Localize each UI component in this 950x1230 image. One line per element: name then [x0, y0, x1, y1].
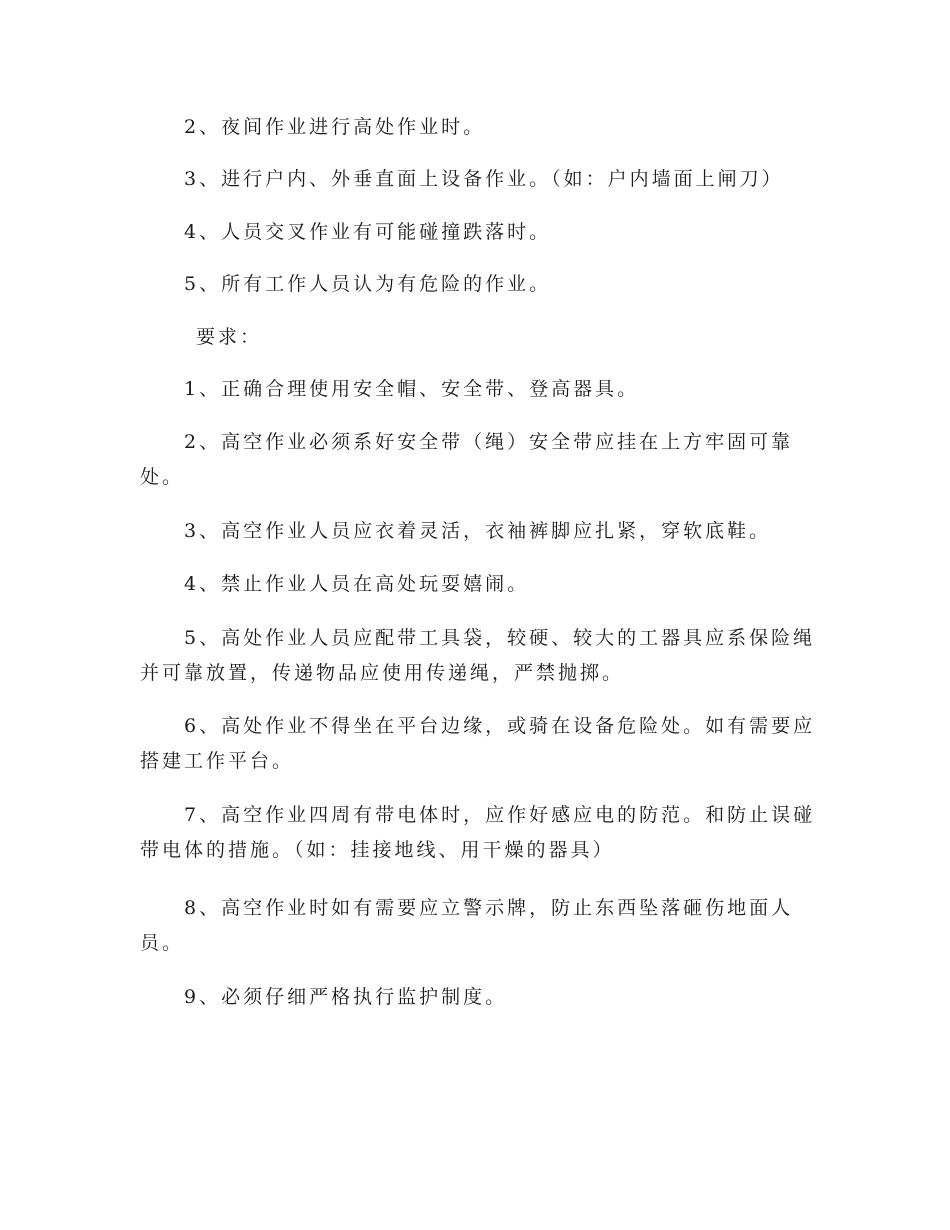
requirement-text-continued: 并可靠放置，传递物品应使用传递绳，严禁抛掷。 [140, 662, 625, 684]
requirement-text-continued: 处。 [140, 466, 185, 488]
requirement-text: 6、高处作业不得坐在平台边缘，或骑在设备危险处。如有需要应 [184, 715, 816, 737]
heading-text: 要求： [196, 326, 263, 348]
requirement-text: 2、高空作业必须系好安全带（绳）安全带应挂在上方牢固可靠 [184, 431, 794, 453]
list-item-text: 2、夜间作业进行高处作业时。 [184, 116, 486, 138]
list-item-text: 3、进行户内、外垂直面上设备作业。（如：户内墙面上闸刀） [184, 168, 784, 190]
requirement-text-continued: 搭建工作平台。 [140, 750, 295, 772]
requirement-text: 3、高空作业人员应衣着灵活，衣袖裤脚应扎紧，穿软底鞋。 [184, 520, 772, 542]
requirement-text: 7、高空作业四周有带电体时，应作好感应电的防范。和防止误碰 [184, 804, 816, 826]
requirement-text: 4、禁止作业人员在高处玩耍嬉闹。 [184, 573, 530, 595]
list-item-text: 5、所有工作人员认为有危险的作业。 [184, 273, 552, 295]
requirement-text: 5、高处作业人员应配带工具袋，较硬、较大的工器具应系保险绳 [184, 627, 816, 649]
requirement-text-continued: 带电体的措施。（如：挂接地线、用干燥的器具） [140, 839, 615, 861]
requirement-text: 1、正确合理使用安全帽、安全带、登高器具。 [184, 378, 640, 400]
list-item-text: 4、人员交叉作业有可能碰撞跌落时。 [184, 221, 552, 243]
requirement-text: 8、高空作业时如有需要应立警示牌，防止东西坠落砸伤地面人 [184, 897, 794, 919]
requirement-text: 9、必须仔细严格执行监护制度。 [184, 986, 508, 1008]
requirement-text-continued: 员。 [140, 932, 185, 954]
